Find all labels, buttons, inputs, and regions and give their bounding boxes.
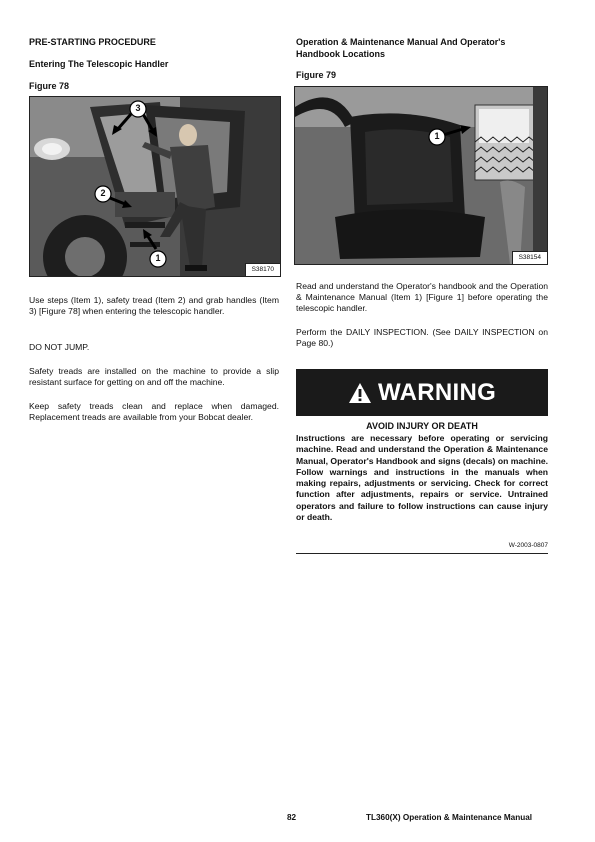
callout-3: 3 xyxy=(129,100,147,118)
callout-1: 1 xyxy=(149,250,167,268)
warning-title: WARNING xyxy=(377,378,497,406)
callout-2: 2 xyxy=(94,185,112,203)
figure-79-code: S38154 xyxy=(512,251,547,264)
paragraph-safety-treads: Safety treads are installed on the machine to provide a slip resistant surface for getting on and off the machine. xyxy=(29,366,279,388)
figure-79-label: Figure 79 xyxy=(296,70,337,80)
warning-bottom-rule xyxy=(296,553,548,554)
warning-body: Instructions are necessary before operating or servicing machine. Read and understand the Operation & Maintenance Manual, Operator's Handbook and signs (decals) on machine. Follow warnings and instructions in the manuals when making repairs, adjustments or servicing. Check for correct function after adjustments, repairs or service. Untrained operators and failure to follow instructions can cause injury or death. xyxy=(296,433,548,523)
figure-79-image xyxy=(294,86,548,265)
paragraph-replacement: Keep safety treads clean and replace when damaged. Replacement treads are available from your Bobcat dealer. xyxy=(29,401,279,423)
callout-1: 1 xyxy=(428,128,446,146)
figure-78-code: S38170 xyxy=(245,263,280,276)
section-heading-manual-locations: Operation & Maintenance Manual And Operator's Handbook Locations xyxy=(296,37,506,59)
paragraph-do-not-jump: DO NOT JUMP. xyxy=(29,342,90,352)
subsection-heading: Entering The Telescopic Handler xyxy=(29,59,169,69)
warning-code: W-2003-0807 xyxy=(508,542,548,549)
figure-78-image xyxy=(29,96,281,277)
manual-title: TL360(X) Operation & Maintenance Manual xyxy=(366,813,533,822)
warning-banner xyxy=(296,369,548,416)
warning-triangle-icon xyxy=(348,382,372,404)
paragraph-daily-inspection: Perform the DAILY INSPECTION. (See DAILY INSPECTION on Page 80.) xyxy=(296,327,548,349)
operator-seat-photo xyxy=(295,87,547,264)
page-number: 82 xyxy=(287,813,297,822)
paragraph-steps: Use steps (Item 1), safety tread (Item 2) and grab handles (Item 3) [Figure 78] when entering the telescopic handler. xyxy=(29,295,279,317)
section-heading: PRE-STARTING PROCEDURE xyxy=(29,37,156,47)
paragraph-read-manual: Read and understand the Operator's handbook and the Operation & Maintenance Manual (Item 1) [Figure 1] before operating the telescopic handler. xyxy=(296,281,548,314)
figure-78-label: Figure 78 xyxy=(29,81,70,91)
warning-subtitle: AVOID INJURY OR DEATH xyxy=(366,421,478,431)
